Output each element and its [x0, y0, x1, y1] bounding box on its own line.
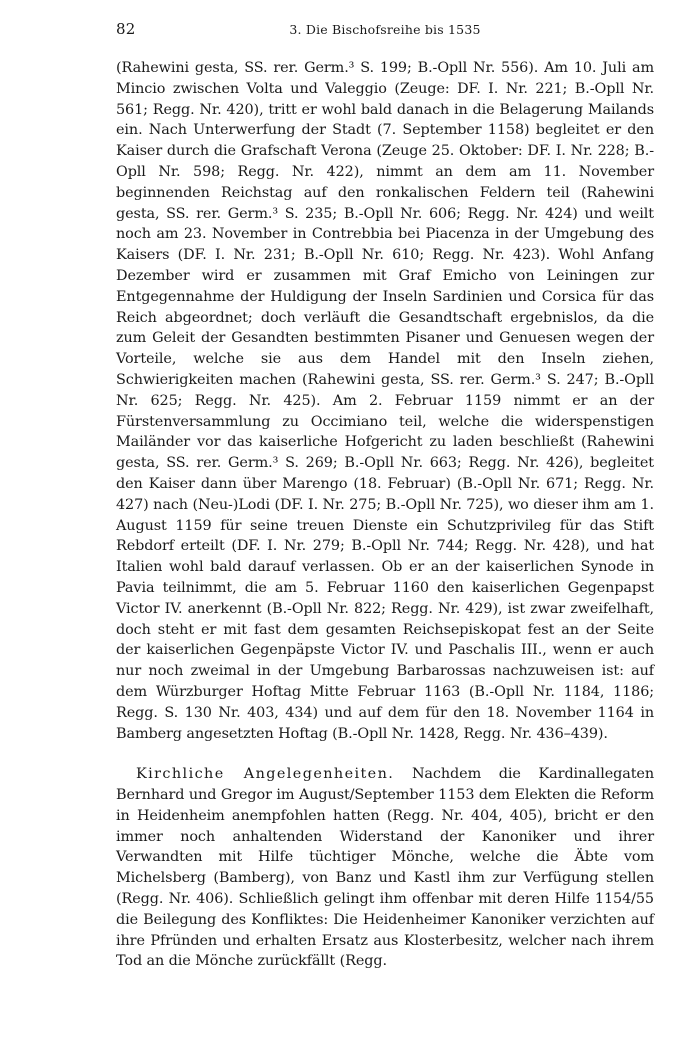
page-number: 82 — [116, 20, 136, 38]
paragraph-text: (Rahewini gesta, SS. rer. Germ.³ S. 199; B.-Opll Nr. 556). Am 10. Juli am Mincio zwischen Volta und Valeggio (Zeuge: DF. I. Nr. 221; B.-Opll Nr. 561; Regg. Nr. 420), tritt er wohl bald danach in die Belagerung Mailands ein. Nach Unterwerfung der Stadt (7. September 1158) begleitet er den Kaiser durch die Grafschaft Verona (Zeuge 25. Oktober: DF. I. Nr. 228; B.-Opll Nr. 598; Regg. Nr. 422), nimmt an dem am 11. November beginnenden Reichstag auf den ronkalischen Feldern teil (Rahewini gesta, SS. rer. Germ.³ S. 235; B.-Opll Nr. 606; Regg. Nr. 424) und weilt noch am 23. November in Contrebbia bei Piacenza in der Umgebung des Kaisers (DF. I. Nr. 231; B.-Opll Nr. 610; Regg. Nr. 423). Wohl Anfang Dezember wird er zusammen mit Graf Emicho von Leiningen zur Entgegennahme der Huldigung der Inseln Sardinien und Corsica für das Reich abgeordnet; doch verläuft die Gesandtschaft ergebnislos, da die zum Geleit der Gesandten bestimmten Pisaner und Genuesen wegen der Vorteile, welche sie aus dem Handel mit den Inseln ziehen, Schwierigkeiten machen (Rahewini gesta, SS. rer. Germ.³ S. 247; B.-Opll Nr. 625; Regg. Nr. 425). Am 2. Februar 1159 nimmt er an der Fürstenversammlung zu Occimiano teil, welche die widerspenstigen Mailänder vor das kaiserliche Hofgericht zu laden beschließt (Rahewini gesta, SS. rer. Germ.³ S. 269; B.-Opll Nr. 663; Regg. Nr. 426), begleitet den Kaiser dann über Marengo (18. Februar) (B.-Opll Nr. 671; Regg. Nr. 427) nach (Neu-)Lodi (DF. I. Nr. 275; B.-Opll Nr. 725), wo dieser ihm am 1. August 1159 für seine treuen Dienste ein Schutzprivileg für das Stift Rebdorf erteilt (DF. I. Nr. 279; B.-Opll Nr. 744; Regg. Nr. 428), und hat Italien wohl bald darauf verlassen. Ob er an der kaiserlichen Synode in Pavia teilnimmt, die am 5. Februar 1160 den kaiserlichen Gegenpapst Victor IV. anerkennt (B.-Opll Nr. 822; Regg. Nr. 429), ist zwar zweifelhaft, doch steht er mit fast dem gesamten Reichsepiskopat fest an der Seite der kaiserlichen Gegenpäpste Victor IV. und Paschalis III., wenn er auch nur noch zweimal in der Umgebung Barbarossas nachzuweisen ist: auf dem Würzburger Hoftag Mitte Februar 1163 (B.-Opll Nr. 1184, 1186; Regg. S. 130 Nr. 403, 434) und auf dem für den 18. November 1164 in Bamberg angesetzten Hoftag (B.-Opll Nr. 1428, Regg. Nr. 436–439). — [116, 60, 654, 742]
paragraph-kirchliche-angelegenheiten — [116, 764, 654, 972]
running-head — [116, 18, 654, 40]
chapter-title: 3. Die Bischofsreihe bis 1535 — [289, 22, 481, 37]
body-text — [116, 58, 654, 972]
paragraph-text: Nachdem die Kardinallegaten Bernhard und Gregor im August/September 1153 dem Elekten die Reform in Heidenheim anempfohlen hatten (Regg. Nr. 404, 405), bricht er den immer noch anhaltenden Widerstand der Kanoniker und ihrer Verwandten mit Hilfe tüchtiger Mönche, welche die Äbte vom Michelsberg (Bamberg), von Banz und Kastl ihm zur Verfügung stellen (Regg. Nr. 406). Schließlich gelingt ihm offenbar mit deren Hilfe 1154/55 die Beilegung des Konfliktes: Die Heidenheimer Kanoniker verzichten auf ihre Pfründen und erhalten Ersatz aus Klosterbesitz, welcher nach ihrem Tod an die Mönche zurückfällt (Regg. — [116, 766, 654, 970]
paragraph-spaced-lead: Kirchliche Angelegenheiten. — [136, 766, 395, 783]
paragraph-continuation — [116, 58, 654, 744]
